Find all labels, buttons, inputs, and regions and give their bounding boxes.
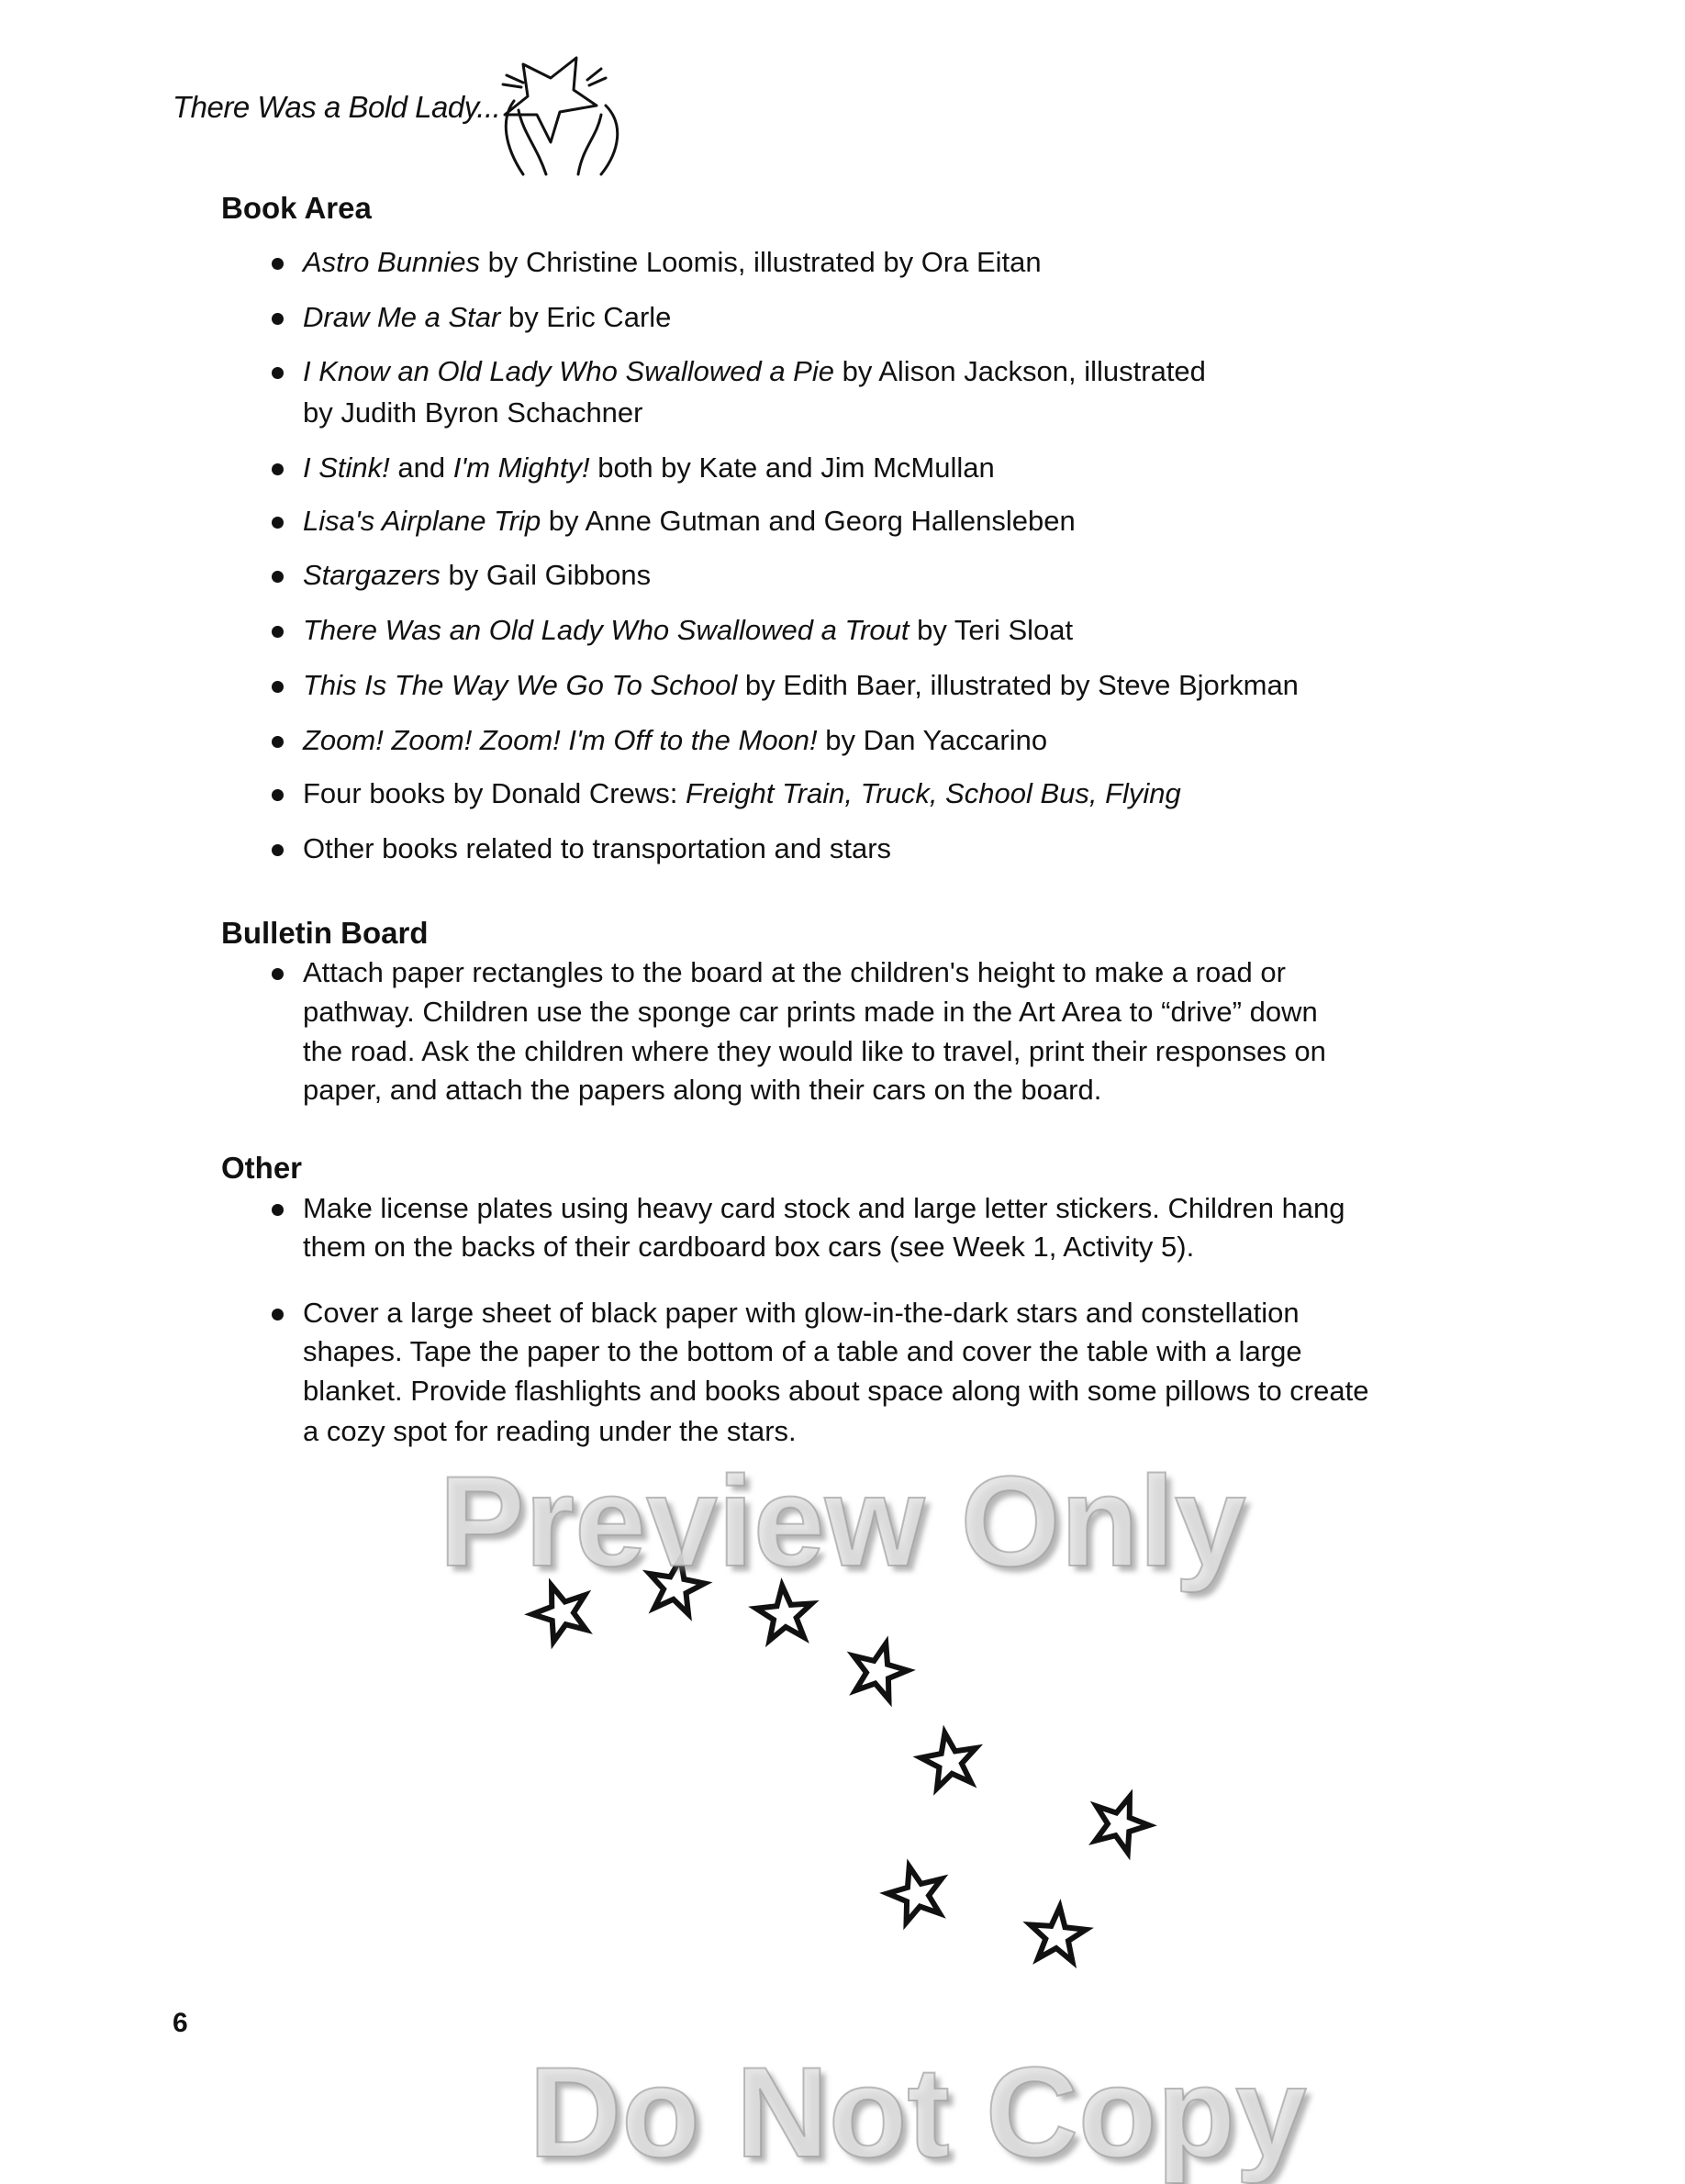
- list-item-line: [303, 1298, 1300, 1327]
- text: by Gail Gibbons: [440, 559, 652, 591]
- text: Cover a large sheet of black paper with glow-in-the-dark stars and constellation: [303, 1297, 1300, 1329]
- section-heading: Other: [221, 1151, 303, 1185]
- book-title: Freight Train, Truck, School Bus, Flying: [685, 777, 1181, 809]
- list-item-line: [303, 834, 891, 863]
- text: them on the backs of their cardboard box cars (see Week 1, Activity 5).: [303, 1231, 1195, 1263]
- text: pathway. Children use the sponge car prints made in the Art Area to “drive” down: [303, 996, 1318, 1028]
- text: paper, and attach the papers along with their cars on the board.: [303, 1074, 1102, 1106]
- list-item-line: [303, 616, 1073, 644]
- text: Attach paper rectangles to the board at the children's height to make a road or: [303, 956, 1286, 988]
- list-item-line: [303, 561, 651, 589]
- text: by Dan Yaccarino: [817, 724, 1048, 756]
- text: both by Kate and Jim McMullan: [589, 451, 995, 484]
- book-title: Draw Me a Star: [303, 301, 501, 333]
- star-outline-icon: [1083, 1788, 1156, 1861]
- list-item-line: [303, 507, 1076, 535]
- list-item-line: [303, 1417, 797, 1445]
- bullet-icon: [272, 789, 284, 801]
- list-item-line: [303, 398, 643, 427]
- list-item-line: [303, 357, 1206, 385]
- running-title: There Was a Bold Lady...: [173, 90, 501, 124]
- star-outline-icon: [748, 1578, 821, 1652]
- text: Make license plates using heavy card stock and large letter stickers. Children hang: [303, 1192, 1345, 1224]
- book-title: I'm Mighty!: [452, 451, 590, 484]
- book-title: Zoom! Zoom! Zoom! I'm Off to the Moon!: [303, 724, 818, 756]
- star-outline-icon: [525, 1577, 598, 1650]
- book-title: I Know an Old Lady Who Swallowed a Pie: [303, 355, 834, 387]
- bullet-icon: [272, 258, 284, 270]
- star-outline-icon: [1021, 1900, 1094, 1973]
- list-item-line: [303, 779, 1181, 808]
- watermark-preview-only: Preview Only: [439, 1449, 1246, 1593]
- list-item-line: [303, 453, 995, 482]
- text: the road. Ask the children where they would like to travel, print their responses on: [303, 1035, 1326, 1067]
- bullet-icon: [272, 681, 284, 693]
- watermark-do-not-copy: Do Not Copy: [529, 2040, 1307, 2184]
- bullet-icon: [272, 1309, 284, 1320]
- list-item-line: [303, 958, 1286, 986]
- star-outline-icon: [913, 1725, 987, 1799]
- bullet-icon: [272, 736, 284, 748]
- text: by Edith Baer, illustrated by Steve Bjorkman: [737, 669, 1299, 701]
- text: by Anne Gutman and Georg Hallensleben: [541, 505, 1076, 537]
- text: Other books related to transportation and stars: [303, 832, 892, 864]
- list-item-line: [303, 303, 671, 331]
- list-item-line: [303, 1075, 1101, 1104]
- section-heading: Book Area: [221, 191, 372, 225]
- list-item-line: [303, 248, 1042, 276]
- bullet-icon: [272, 463, 284, 475]
- book-title: This Is The Way We Go To School: [303, 669, 738, 701]
- bullet-icon: [272, 1204, 284, 1216]
- text: blanket. Provide flashlights and books about space along with some pillows to create: [303, 1375, 1369, 1407]
- text: Four books by Donald Crews:: [303, 777, 686, 809]
- book-title: Astro Bunnies: [303, 246, 480, 278]
- list-item-line: [303, 1232, 1194, 1261]
- star-outline-icon: [639, 1551, 712, 1624]
- text: by Eric Carle: [500, 301, 672, 333]
- list-item-line: [303, 1194, 1345, 1222]
- text: by Teri Sloat: [909, 614, 1074, 646]
- bullet-icon: [272, 844, 284, 856]
- list-item-line: [303, 671, 1299, 699]
- text: and: [389, 451, 453, 484]
- list-item-line: [303, 1037, 1326, 1065]
- list-item-line: [303, 997, 1318, 1026]
- bullet-icon: [272, 517, 284, 529]
- text: a cozy spot for reading under the stars.: [303, 1415, 797, 1447]
- text: by Alison Jackson, illustrated: [833, 355, 1206, 387]
- book-title: Stargazers: [303, 559, 441, 591]
- star-outline-icon: [880, 1858, 954, 1932]
- list-item-line: [303, 726, 1047, 754]
- bullet-icon: [272, 367, 284, 379]
- text: shapes. Tape the paper to the bottom of a table and cover the table with a large: [303, 1335, 1302, 1367]
- bullet-icon: [272, 313, 284, 325]
- book-title: Lisa's Airplane Trip: [303, 505, 541, 537]
- text: by Christine Loomis, illustrated by Ora Eitan: [480, 246, 1042, 278]
- star-outline-icon: [842, 1635, 915, 1709]
- book-title: I Stink!: [303, 451, 390, 484]
- section-heading: Bulletin Board: [221, 916, 429, 950]
- bullet-icon: [272, 968, 284, 980]
- bullet-icon: [272, 571, 284, 583]
- bullet-icon: [272, 626, 284, 638]
- hands-holding-star-icon: [496, 55, 633, 184]
- book-title: There Was an Old Lady Who Swallowed a Trout: [303, 614, 909, 646]
- page-number: 6: [173, 2008, 188, 2038]
- text: by Judith Byron Schachner: [303, 396, 643, 429]
- list-item-line: [303, 1337, 1302, 1365]
- list-item-line: [303, 1376, 1368, 1405]
